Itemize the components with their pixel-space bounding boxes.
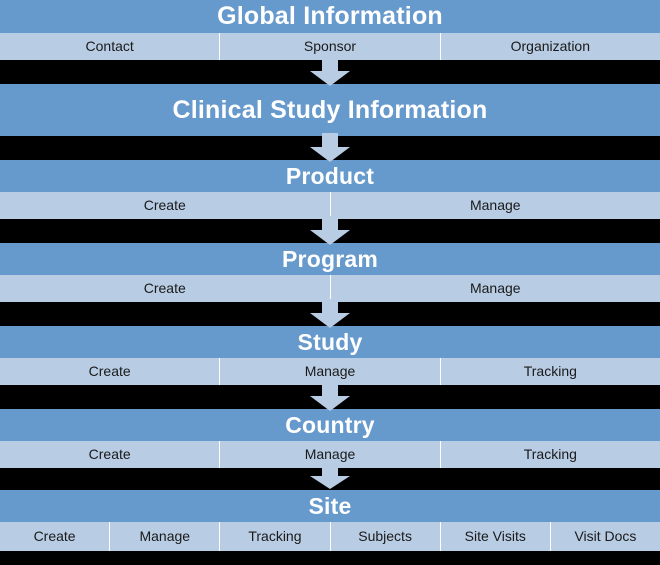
connector-gap-4 <box>0 302 660 326</box>
level-clinical-study-information <box>0 84 660 136</box>
level-title-product: Product <box>0 160 660 192</box>
sub-item-program-create[interactable]: Create <box>0 275 331 302</box>
sub-item-sponsor[interactable]: Sponsor <box>220 33 440 60</box>
sub-item-product-create[interactable]: Create <box>0 192 331 219</box>
down-arrow-icon <box>308 299 352 329</box>
sub-item-organization[interactable]: Organization <box>510 38 591 54</box>
level-site <box>0 490 660 551</box>
bottom-spacer <box>0 551 660 558</box>
level-title-clinical-study-information: Clinical Study Information <box>0 84 660 136</box>
sub-item-site-subjects[interactable]: Subjects <box>331 522 441 551</box>
down-arrow-icon <box>308 382 352 412</box>
connector-gap-3 <box>0 219 660 243</box>
level-title-country: Country <box>0 409 660 441</box>
sub-item-study-manage[interactable]: Manage <box>220 358 440 385</box>
sub-item-program-manage[interactable]: Manage <box>469 280 521 296</box>
sub-item-site-manage[interactable]: Manage <box>110 522 220 551</box>
level-title-study: Study <box>0 326 660 358</box>
sub-item-product-manage[interactable]: Manage <box>469 197 521 213</box>
sub-item-country-tracking[interactable]: Tracking <box>523 446 577 462</box>
sub-item-site-tracking[interactable]: Tracking <box>220 522 330 551</box>
down-arrow-icon <box>308 464 352 494</box>
sub-row-product <box>0 192 660 219</box>
sub-item-site-visits[interactable]: Site Visits <box>441 522 551 551</box>
sub-item-site-visit-docs[interactable]: Visit Docs <box>574 528 637 544</box>
connector-gap-2 <box>0 136 660 160</box>
level-country <box>0 409 660 468</box>
level-title-global-information: Global Information <box>0 0 660 33</box>
sub-row-study <box>0 358 660 385</box>
down-arrow-icon <box>308 216 352 246</box>
level-study <box>0 326 660 385</box>
sub-item-study-create[interactable]: Create <box>0 358 220 385</box>
level-title-program: Program <box>0 243 660 275</box>
level-title-site: Site <box>0 490 660 522</box>
sub-item-country-manage[interactable]: Manage <box>220 441 440 468</box>
connector-gap-5 <box>0 385 660 409</box>
level-product <box>0 160 660 219</box>
down-arrow-icon <box>308 133 352 163</box>
sub-item-contact[interactable]: Contact <box>0 33 220 60</box>
level-global-information <box>0 0 660 60</box>
down-arrow-icon <box>308 57 352 87</box>
sub-item-site-create[interactable]: Create <box>0 522 110 551</box>
sub-item-study-tracking[interactable]: Tracking <box>523 363 577 379</box>
sub-row-site <box>0 522 660 551</box>
sub-row-program <box>0 275 660 302</box>
sub-row-global-information <box>0 33 660 60</box>
level-program <box>0 243 660 302</box>
sub-item-country-create[interactable]: Create <box>0 441 220 468</box>
connector-gap-1 <box>0 60 660 84</box>
connector-gap-6 <box>0 468 660 490</box>
